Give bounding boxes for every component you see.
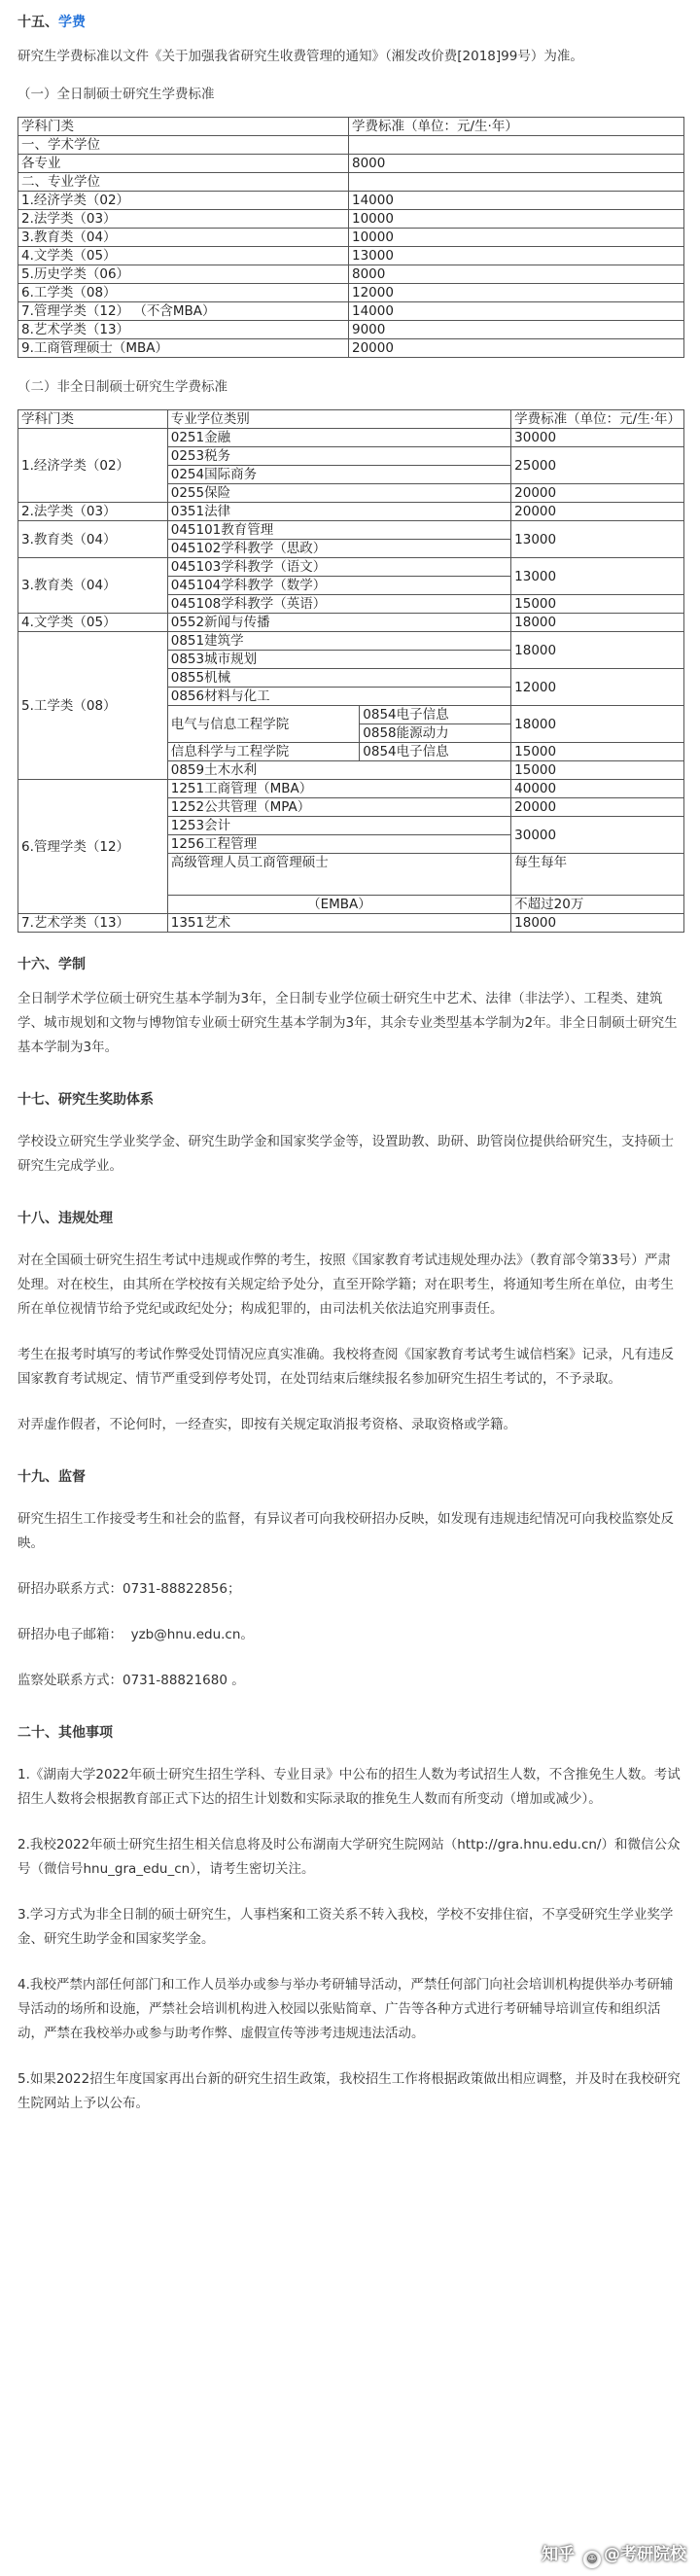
table-row: 0855机械 12000 bbox=[18, 669, 684, 688]
section-16-title: 十六、学制 bbox=[18, 957, 86, 972]
fee-cell: 10000 bbox=[349, 229, 684, 247]
table-row: 0254国际商务 bbox=[18, 466, 684, 484]
section-20-item-2: 2.我校2022年硕士研究生招生相关信息将及时公布湖南大学研究生院网站（http://gra.hnu.edu.cn/）和微信公众号（微信号hnu_gra_edu_cn），请考生密切关注。 bbox=[18, 1837, 681, 1877]
subject-category-cell: 3.教育类（04） bbox=[18, 229, 349, 247]
table-row: 0253税务 25000 bbox=[18, 447, 684, 466]
table-row: 高级管理人员工商管理硕士 每生每年 bbox=[18, 854, 684, 896]
section-17-title: 十七、研究生奖助体系 bbox=[18, 1092, 154, 1108]
subject-category-cell: 4.文学类（05） bbox=[18, 247, 349, 265]
admissions-email-line: 研招办电子邮箱： yzb@hnu.edu.cn。 bbox=[18, 1627, 254, 1642]
table-row: 1.经济学类（02） 0251金融 30000 bbox=[18, 429, 684, 447]
table-row: 045108学科教学（英语） 15000 bbox=[18, 595, 684, 614]
table-row: 0859土木水利 15000 bbox=[18, 761, 684, 780]
table-row bbox=[18, 284, 684, 302]
fee-cell: 13000 bbox=[349, 247, 684, 265]
table-row: 045104学科教学（数学） bbox=[18, 577, 684, 595]
subject-category-cell: 8.艺术学类（13） bbox=[18, 321, 349, 339]
table-row bbox=[18, 155, 684, 173]
table-row: 3.教育类（04） 045103学科教学（语文） 13000 bbox=[18, 558, 684, 577]
table-row: 2.法学类（03） 0351法律 20000 bbox=[18, 503, 684, 521]
section-20-item-1: 1.《湖南大学2022年硕士研究生招生学科、专业目录》中公布的招生人数为考试招生人数，不含推免生人数。考试招生人数将会根据教育部正式下达的招生计划数和实际录取的推免生人数而有所变动（增加或减少）。 bbox=[18, 1767, 681, 1807]
section-18-p1: 对在全国硕士研究生招生考试中违规或作弊的考生，按照《国家教育考试违规处理办法》（教育部令第33号）严肃处理。对在校生，由其所在学校按有关规定给予处分，直至开除学籍；对在职考生，将通知考生所在单位，由考生所在单位视情节给予党纪或政纪处分；构成犯罪的，由司法机关依法追究刑事责任。 bbox=[18, 1253, 674, 1317]
table-header-row: 学科门类 专业学位类别 学费标准（单位：元/生·年） bbox=[18, 410, 684, 429]
fulltime-fee-table bbox=[18, 117, 684, 358]
fee-cell: 10000 bbox=[349, 210, 684, 229]
monitor-phone-line: 监察处联系方式：0731-88821680 。 bbox=[18, 1673, 245, 1688]
fulltime-table-title: （一）全日制硕士研究生学费标准 bbox=[18, 87, 215, 102]
table-row: 0856材料与化工 bbox=[18, 688, 684, 706]
section-20-item-3: 3.学习方式为非全日制的硕士研究生，人事档案和工资关系不转入我校，学校不安排住宿，不享受研究生学业奖学金、研究生助学金和国家奖学金。 bbox=[18, 1907, 674, 1947]
table-row bbox=[18, 210, 684, 229]
table-row: 045102学科教学（思政） bbox=[18, 540, 684, 558]
table-row: 信息科学与工程学院 0854电子信息 15000 bbox=[18, 743, 684, 761]
section-20-title: 二十、其他事项 bbox=[18, 1725, 113, 1741]
zhihu-watermark: 知乎 ☺ @考研院校 bbox=[542, 2540, 686, 2568]
table-row bbox=[18, 229, 684, 247]
table-row bbox=[18, 136, 684, 155]
table-row: 1256工程管理 bbox=[18, 835, 684, 854]
fee-cell: 14000 bbox=[349, 302, 684, 321]
table-row bbox=[18, 192, 684, 210]
table-row: 5.工学类（08） 0851建筑学 18000 bbox=[18, 632, 684, 651]
table-row: 1252公共管理（MPA） 20000 bbox=[18, 798, 684, 817]
table-row: 6.管理学类（12） 1251工商管理（MBA） 40000 bbox=[18, 780, 684, 798]
user-avatar-icon: ☺ bbox=[583, 2551, 601, 2568]
table-row: 电气与信息工程学院 0854电子信息 18000 bbox=[18, 706, 684, 724]
table-row bbox=[18, 339, 684, 358]
subject-category-cell: 6.工学类（08） bbox=[18, 284, 349, 302]
fee-cell bbox=[349, 173, 684, 192]
fee-cell: 14000 bbox=[349, 192, 684, 210]
table-row: 0255保险 20000 bbox=[18, 484, 684, 503]
subject-category-cell: 9.工商管理硕士（MBA） bbox=[18, 339, 349, 358]
admissions-phone-line: 研招办联系方式：0731-88822856； bbox=[18, 1581, 241, 1597]
fee-cell bbox=[349, 136, 684, 155]
tuition-heading-link[interactable]: 学费 bbox=[58, 15, 86, 30]
table-row: 0853城市规划 bbox=[18, 651, 684, 669]
table-row bbox=[18, 321, 684, 339]
table-row: 7.艺术学类（13） 1351艺术 18000 bbox=[18, 914, 684, 933]
admissions-email-link[interactable]: yzb@hnu.edu.cn。 bbox=[130, 1627, 254, 1642]
section-18-p3: 对弄虚作假者，不论何时，一经查实，即按有关规定取消报考资格、录取资格或学籍。 bbox=[18, 1417, 516, 1432]
subject-category-cell: 各专业 bbox=[18, 155, 349, 173]
table-row bbox=[18, 173, 684, 192]
table-row: （EMBA） 不超过20万 bbox=[18, 896, 684, 914]
section-18-title: 十八、违规处理 bbox=[18, 1211, 113, 1226]
subject-category-cell: 5.历史学类（06） bbox=[18, 265, 349, 284]
section-20-item-4: 4.我校严禁内部任何部门和工作人员举办或参与举办考研辅导活动，严禁任何部门向社会培训机构提供举办考研辅导活动的场所和设施，严禁社会培训机构进入校园以张贴简章、广告等各种方式进行考研辅导培训宣传和组织活动，严禁在我校举办或参与助考作弊、虚假宣传等涉考违规违法活动。 bbox=[18, 1977, 674, 2041]
table-row: 1253会计 30000 bbox=[18, 817, 684, 835]
subject-category-cell: 二、专业学位 bbox=[18, 173, 349, 192]
parttime-table-title: （二）非全日制硕士研究生学费标准 bbox=[18, 379, 228, 395]
subject-category-cell: 1.经济学类（02） bbox=[18, 192, 349, 210]
parttime-fee-table bbox=[18, 409, 684, 933]
section-17-text: 学校设立研究生学业奖学金、研究生助学金和国家奖学金等，设置助教、助研、助管岗位提供给研究生，支持硕士研究生完成学业。 bbox=[18, 1134, 674, 1174]
subject-category-cell: 7.管理学类（12） （不含MBA） bbox=[18, 302, 349, 321]
section-19-title: 十九、监督 bbox=[18, 1469, 86, 1485]
subject-category-cell: 2.法学类（03） bbox=[18, 210, 349, 229]
table-row bbox=[18, 247, 684, 265]
subject-category-cell: 一、学术学位 bbox=[18, 136, 349, 155]
table-row bbox=[18, 302, 684, 321]
section-15-title: 十五、学费 bbox=[18, 15, 86, 30]
section-18-p2: 考生在报考时填写的考试作弊受处罚情况应真实准确。我校将查阅《国家教育考试考生诚信档案》记录，凡有违反国家教育考试规定、情节严重受到停考处罚，在处罚结束后继续报名参加研究生招生考试的，不予录取。 bbox=[18, 1347, 674, 1387]
section-19-p1: 研究生招生工作接受考生和社会的监督，有异议者可向我校研招办反映，如发现有违规违纪情况可向我校监察处反映。 bbox=[18, 1511, 674, 1551]
table-row: 0858能源动力 bbox=[18, 724, 684, 743]
section-16-text: 全日制学术学位硕士研究生基本学制为3年，全日制专业学位硕士研究生中艺术、法律（非法学）、工程类、建筑学、城市规划和文物与博物馆专业硕士研究生基本学制为3年，其余专业类型基本学制为2年。非全日制硕士研究生基本学制为3年。 bbox=[18, 991, 678, 1055]
fee-cell: 9000 bbox=[349, 321, 684, 339]
table-header-row: 学科门类 学费标准（单位：元/生·年） bbox=[18, 118, 684, 136]
table-row: 3.教育类（04） 045101教育管理 13000 bbox=[18, 521, 684, 540]
section-20-item-5: 5.如果2022招生年度国家再出台新的研究生招生政策，我校招生工作将根据政策做出相应调整，并及时在我校研究生院网站上予以公布。 bbox=[18, 2071, 681, 2111]
table-row bbox=[18, 265, 684, 284]
tuition-intro: 研究生学费标准以文件《关于加强我省研究生收费管理的通知》（湘发改价费[2018]99号）为准。 bbox=[18, 49, 583, 64]
table-row: 4.文学类（05） 0552新闻与传播 18000 bbox=[18, 614, 684, 632]
fee-cell: 8000 bbox=[349, 265, 684, 284]
fee-cell: 12000 bbox=[349, 284, 684, 302]
fee-cell: 8000 bbox=[349, 155, 684, 173]
fee-cell: 20000 bbox=[349, 339, 684, 358]
